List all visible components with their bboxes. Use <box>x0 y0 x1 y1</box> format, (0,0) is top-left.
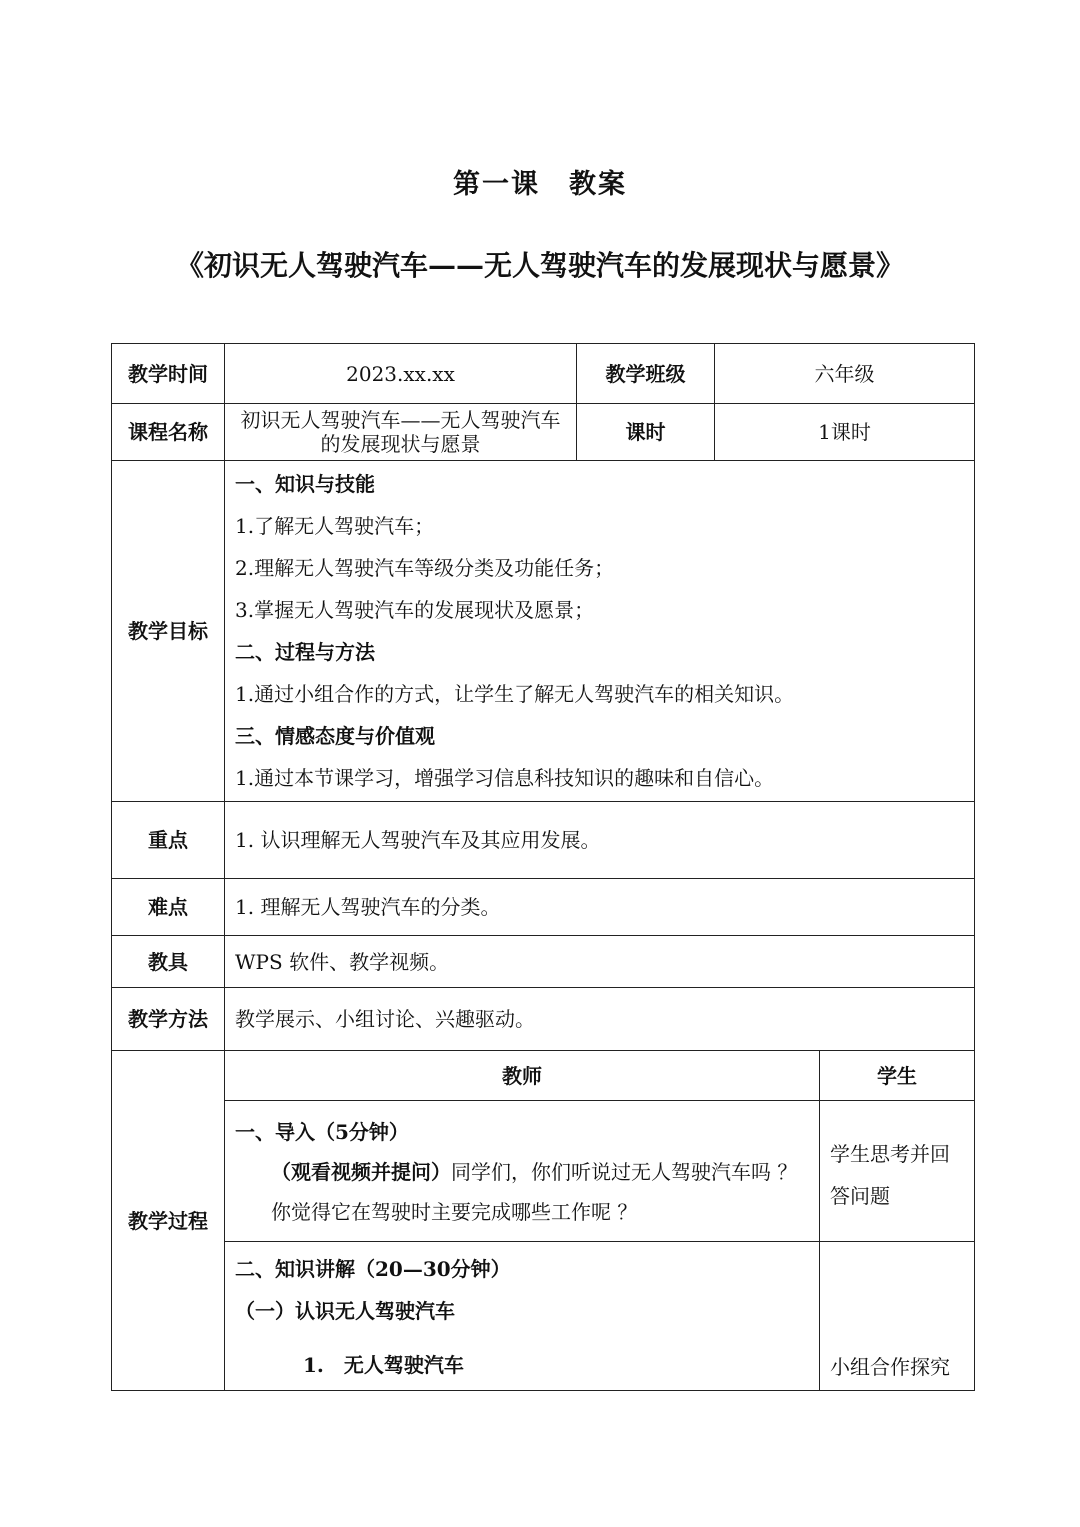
tools-value: WPS 软件、教学视频。 <box>225 936 975 988</box>
goals-item: 3.掌握无人驾驶汽车的发展现状及愿景； <box>235 598 595 622</box>
row-difficulty <box>112 879 975 936</box>
goals-item: 1.通过小组合作的方式，让学生了解无人驾驶汽车的相关知识。 <box>235 682 795 706</box>
goals-item: 1.通过本节课学习，增强学习信息科技知识的趣味和自信心。 <box>235 766 775 790</box>
class-hours-value: 1课时 <box>715 404 975 461</box>
row-tools <box>112 936 975 988</box>
intro-bold-part: （观看视频并提问） <box>271 1160 451 1184</box>
intro-content <box>225 1101 820 1242</box>
teaching-goals-content <box>225 461 975 802</box>
lesson-plan-table <box>111 343 975 1391</box>
process-label: 教学过程 <box>112 1051 225 1391</box>
row-method <box>112 988 975 1051</box>
teaching-class-label: 教学班级 <box>577 344 715 404</box>
key-point-label: 重点 <box>112 802 225 879</box>
tools-label: 教具 <box>112 936 225 988</box>
lecture-sub1: （一）认识无人驾驶汽车 <box>235 1299 455 1323</box>
method-value: 教学展示、小组讨论、兴趣驱动。 <box>225 988 975 1051</box>
row-process-lecture <box>112 1242 975 1391</box>
lecture-content <box>225 1242 820 1391</box>
row-teaching-goals <box>112 461 975 802</box>
class-hours-label: 课时 <box>577 404 715 461</box>
lecture-student: 小组合作探究 <box>820 1242 975 1391</box>
row-process-header <box>112 1051 975 1101</box>
row-course-name <box>112 404 975 461</box>
lecture-item1: 1. 无人驾驶汽车 <box>303 1353 464 1377</box>
goals-heading-attitude: 三、情感态度与价值观 <box>235 724 435 748</box>
intro-text: 同学们，你们听说过无人驾驶汽车吗 ？ 你觉得它在驾驶时主要完成哪些工作呢 ？ <box>271 1160 798 1224</box>
goals-item: 1.了解无人驾驶汽车； <box>235 514 435 538</box>
lesson-subtitle: 《初识无人驾驶汽车——无人驾驶汽车的发展现状与愿景》 <box>175 249 904 282</box>
teaching-goals-label: 教学目标 <box>112 461 225 802</box>
goals-heading-knowledge: 一、知识与技能 <box>235 472 375 496</box>
teaching-time-label: 教学时间 <box>112 344 225 404</box>
method-label: 教学方法 <box>112 988 225 1051</box>
student-header: 学生 <box>820 1051 975 1101</box>
course-name-value: 初识无人驾驶汽车——无人驾驶汽车的发展现状与愿景 <box>225 404 577 461</box>
difficulty-label: 难点 <box>112 879 225 936</box>
intro-heading: 一、导入（5分钟） <box>235 1120 409 1144</box>
goals-item: 2.理解无人驾驶汽车等级分类及功能任务； <box>235 556 615 580</box>
goals-heading-process: 二、过程与方法 <box>235 640 375 664</box>
key-point-value: 1. 认识理解无人驾驶汽车及其应用发展。 <box>225 802 975 879</box>
teaching-class-value: 六年级 <box>715 344 975 404</box>
row-teaching-time <box>112 344 975 404</box>
difficulty-value: 1. 理解无人驾驶汽车的分类。 <box>225 879 975 936</box>
lesson-title: 第一课 教案 <box>453 169 627 200</box>
row-process-intro <box>112 1101 975 1242</box>
intro-student: 学生思考并回答问题 <box>820 1101 975 1242</box>
course-name-label: 课程名称 <box>112 404 225 461</box>
lecture-heading: 二、知识讲解（20—30分钟） <box>235 1257 511 1281</box>
row-key-point <box>112 802 975 879</box>
teaching-time-value: 2023.xx.xx <box>225 344 577 404</box>
teacher-header: 教师 <box>225 1051 820 1101</box>
